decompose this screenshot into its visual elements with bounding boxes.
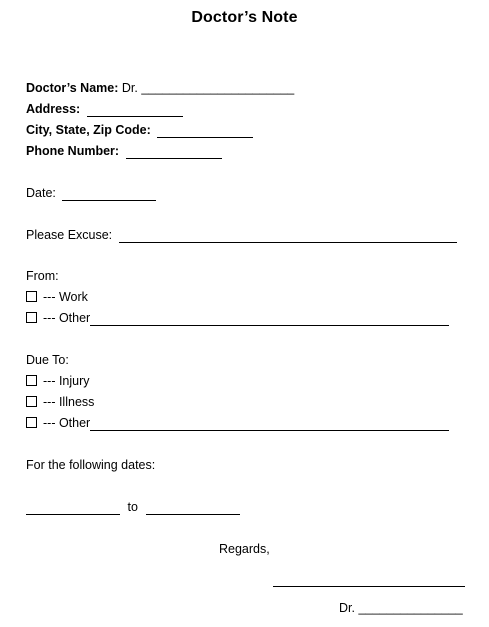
signature-line[interactable] — [273, 586, 465, 587]
due-option-injury — [26, 373, 90, 389]
doctor-name-field[interactable]: Dr. ______________________ — [121, 81, 295, 95]
city-field[interactable] — [157, 125, 253, 138]
phone-field[interactable] — [126, 146, 222, 159]
work-checkbox[interactable] — [26, 291, 37, 302]
page-title: Doctor’s Note — [191, 9, 298, 26]
doctor-name-row — [26, 80, 294, 96]
due-to-label: Due To: — [26, 353, 69, 367]
dates-label: For the following dates: — [26, 458, 156, 472]
excuse-field[interactable] — [119, 230, 457, 243]
city-label: City, State, Zip Code: — [26, 123, 151, 137]
due-other-field[interactable] — [90, 418, 449, 431]
date-label: Date: — [26, 186, 56, 200]
excuse-label: Please Excuse: — [26, 228, 113, 242]
injury-checkbox[interactable] — [26, 375, 37, 386]
dates-row — [26, 499, 240, 515]
signature-name: Dr. _______________ — [339, 601, 463, 615]
doctor-name-label: Doctor’s Name: — [26, 81, 119, 95]
due-other-label: --- Other — [43, 416, 91, 430]
dates-to-label: to — [127, 500, 138, 514]
from-label: From: — [26, 269, 59, 283]
address-field[interactable] — [87, 104, 183, 117]
from-option-work — [26, 289, 88, 305]
work-label: --- Work — [43, 290, 88, 304]
injury-label: --- Injury — [43, 374, 90, 388]
excuse-row — [26, 227, 457, 243]
from-other-checkbox[interactable] — [26, 312, 37, 323]
phone-row — [26, 143, 222, 159]
illness-label: --- Illness — [43, 395, 95, 409]
address-row — [26, 101, 183, 117]
from-other-field[interactable] — [90, 313, 449, 326]
due-option-other — [26, 415, 449, 431]
end-date-field[interactable] — [146, 502, 240, 515]
from-other-label: --- Other — [43, 311, 91, 325]
address-label: Address: — [26, 102, 81, 116]
date-field[interactable] — [62, 188, 156, 201]
phone-label: Phone Number: — [26, 144, 120, 158]
city-row — [26, 122, 253, 138]
due-option-illness — [26, 394, 94, 410]
regards-text: Regards, — [219, 542, 270, 556]
start-date-field[interactable] — [26, 502, 120, 515]
from-option-other — [26, 310, 449, 326]
date-row — [26, 185, 156, 201]
due-other-checkbox[interactable] — [26, 417, 37, 428]
illness-checkbox[interactable] — [26, 396, 37, 407]
